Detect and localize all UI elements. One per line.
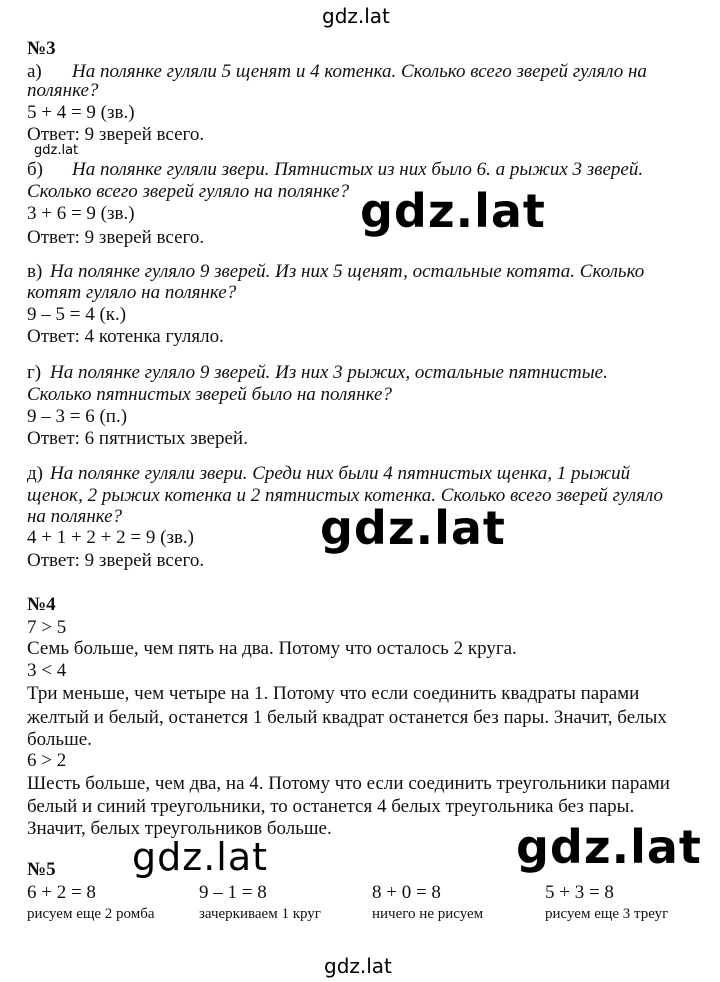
task4-explanation-3-line2: белый и синий треугольники, то останется 4 белых треугольника без пары.: [27, 796, 635, 817]
task3-a-question-line2: полянке?: [27, 80, 99, 101]
task3-g-question-line2: Сколько пятнистых зверей было на полянке?: [27, 384, 392, 405]
task5-equation-4: 5 + 3 = 8: [545, 882, 614, 903]
task4-explanation-2-line1: Три меньше, чем четыре на 1. Потому что если соединить квадраты парами: [27, 683, 640, 704]
task3-b-question-line2: Сколько всего зверей гуляло на полянке?: [27, 181, 350, 202]
task3-v-question-line1: На полянке гуляло 9 зверей. Из них 5 щенят, остальные котята. Сколько: [50, 261, 645, 282]
task4-explanation-3-line3: Значит, белых треугольников больше.: [27, 818, 332, 839]
task5-note-1: рисуем еще 2 ромба: [27, 906, 155, 922]
task3-g-label: г): [27, 362, 42, 383]
task5-equation-2: 9 – 1 = 8: [199, 882, 267, 903]
task3-d-question-line2: щенок, 2 рыжих котенка и 2 пятнистых котенка. Сколько всего зверей гуляло: [27, 485, 664, 506]
task4-comparison-2: 3 < 4: [27, 660, 67, 681]
watermark-big-3: gdz.lat: [132, 835, 269, 879]
task3-a-equation: 5 + 4 = 9 (зв.): [27, 102, 135, 123]
task5-equation-3: 8 + 0 = 8: [372, 882, 441, 903]
task3-d-label: д): [27, 463, 43, 484]
task5-note-2: зачеркиваем 1 круг: [199, 906, 321, 922]
task4-explanation-3-line1: Шесть больше, чем два, на 4. Потому что если соединить треугольники парами: [27, 773, 670, 794]
task3-b-answer: Ответ: 9 зверей всего.: [27, 227, 205, 248]
task3-a-label: а): [27, 61, 42, 82]
task3-b-equation: 3 + 6 = 9 (зв.): [27, 203, 135, 224]
task3-d-question-line1: На полянке гуляли звери. Среди них были 4 пятнистых щенка, 1 рыжий: [50, 463, 631, 484]
task3-d-answer: Ответ: 9 зверей всего.: [27, 550, 205, 571]
task4-explanation-1: Семь больше, чем пять на два. Потому что осталось 2 круга.: [27, 638, 517, 659]
task3-v-label: в): [27, 261, 43, 282]
task3-d-question-line3: на полянке?: [27, 506, 123, 527]
watermark-big-1: gdz.lat: [360, 184, 546, 238]
task3-v-equation: 9 – 5 = 4 (к.): [27, 304, 127, 325]
watermark-big-2: gdz.lat: [320, 501, 506, 555]
task5-heading: №5: [27, 859, 56, 880]
watermark-bottom: gdz.lat: [324, 954, 392, 978]
task3-g-answer: Ответ: 6 пятнистых зверей.: [27, 428, 248, 449]
task4-heading: №4: [27, 594, 56, 615]
task3-v-question-line2: котят гуляло на полянке?: [27, 282, 237, 303]
task3-b-label: б): [27, 159, 43, 180]
task5-note-4: рисуем еще 3 треуг: [545, 906, 669, 922]
watermark-big-4: gdz.lat: [516, 820, 702, 874]
task5-note-3: ничего не рисуем: [372, 906, 484, 922]
task3-d-equation: 4 + 1 + 2 + 2 = 9 (зв.): [27, 527, 194, 548]
task4-explanation-2-line3: больше.: [27, 729, 92, 750]
task5-equation-1: 6 + 2 = 8: [27, 882, 96, 903]
task3-g-equation: 9 – 3 = 6 (п.): [27, 406, 128, 427]
watermark-small: gdz.lat: [34, 143, 79, 158]
task4-comparison-3: 6 > 2: [27, 750, 67, 771]
task3-b-question-line1: На полянке гуляли звери. Пятнистых из них было 6. а рыжих 3 зверей.: [72, 159, 644, 180]
task3-a-answer: Ответ: 9 зверей всего.: [27, 124, 205, 145]
watermark-top: gdz.lat: [322, 4, 390, 28]
task4-explanation-2-line2: желтый и белый, останется 1 белый квадрат останется без пары. Значит, белых: [27, 707, 667, 728]
task3-g-question-line1: На полянке гуляло 9 зверей. Из них 3 рыжих, остальные пятнистые.: [50, 362, 608, 383]
task4-comparison-1: 7 > 5: [27, 617, 67, 638]
task3-a-question-line1: На полянке гуляли 5 щенят и 4 котенка. Сколько всего зверей гуляло на: [72, 61, 647, 82]
task3-heading: №3: [27, 38, 56, 59]
task3-v-answer: Ответ: 4 котенка гуляло.: [27, 326, 224, 347]
